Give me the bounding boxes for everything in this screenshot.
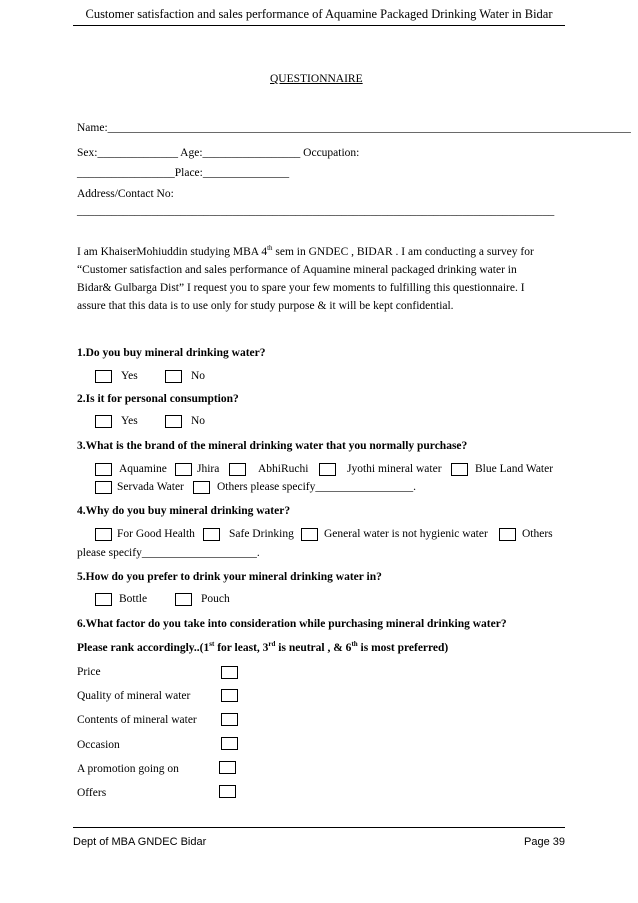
q3-servada-label: Servada Water xyxy=(117,481,184,493)
q3-others-checkbox[interactable] xyxy=(193,481,210,494)
q4-safe-drinking-checkbox[interactable] xyxy=(203,528,220,541)
q3-aquamine-label: Aquamine xyxy=(119,463,167,475)
q3-jhira-label: Jhira xyxy=(197,463,220,475)
q1-yes-label: Yes xyxy=(121,370,138,382)
q3-jhira-checkbox[interactable] xyxy=(175,463,192,476)
q3-servada-checkbox[interactable] xyxy=(95,481,112,494)
factor-quality-label: Quality of mineral water xyxy=(77,690,191,702)
factor-offers-label: Offers xyxy=(77,787,107,799)
factor-offers-rank-box[interactable] xyxy=(219,785,236,798)
sex-age-occupation-field[interactable]: Sex:______________ Age:_________________ Occupation: xyxy=(77,147,360,159)
intro-paragraph: I am KhaiserMohiuddin studying MBA 4th sem in GNDEC , BIDAR . I am conducting a survey for “Customer satisfaction and sales performance of Aquamine mineral packaged drinking water in Bidar& Gulbarga Dist” I request you to spare your few moments to fulfilling this questionnaire. I assure that this data is to use only for study purpose & it will be kept confidential. xyxy=(77,244,534,312)
q1-yes-checkbox[interactable] xyxy=(95,370,112,383)
question-2: 2.Is it for personal consumption? xyxy=(77,393,239,405)
q1-no-checkbox[interactable] xyxy=(165,370,182,383)
q4-specify-field[interactable]: please specify____________________. xyxy=(77,547,260,559)
q4-others-label: Others xyxy=(522,528,553,540)
q3-aquamine-checkbox[interactable] xyxy=(95,463,112,476)
question-6: 6.What factor do you take into consideration while purchasing mineral drinking water? xyxy=(77,618,507,630)
page-footer xyxy=(73,827,565,848)
q4-good-health-checkbox[interactable] xyxy=(95,528,112,541)
question-1: 1.Do you buy mineral drinking water? xyxy=(77,347,266,359)
q3-blue-land-label: Blue Land Water xyxy=(475,463,554,475)
q4-safe-drinking-label: Safe Drinking xyxy=(229,528,294,540)
q3-blue-land-checkbox[interactable] xyxy=(451,463,468,476)
name-field[interactable]: Name:___________________________________________________________________________________________ xyxy=(77,122,631,134)
q2-no-checkbox[interactable] xyxy=(165,415,182,428)
factor-promotion-rank-box[interactable] xyxy=(219,761,236,774)
q4-general-water-checkbox[interactable] xyxy=(301,528,318,541)
factor-contents-rank-box[interactable] xyxy=(221,713,238,726)
factor-contents-label: Contents of mineral water xyxy=(77,714,197,726)
factor-occasion-label: Occasion xyxy=(77,739,120,751)
factor-promotion-label: A promotion going on xyxy=(77,763,179,775)
footer-page-number: Page 39 xyxy=(524,836,565,848)
q3-jyothi-checkbox[interactable] xyxy=(319,463,336,476)
q5-pouch-label: Pouch xyxy=(201,593,230,605)
q1-no-label: No xyxy=(191,370,206,382)
question-4: 4.Why do you buy mineral drinking water? xyxy=(77,505,291,517)
q4-general-water-label: General water is not hygienic water xyxy=(324,528,488,540)
running-header: Customer satisfaction and sales performance of Aquamine Packaged Drinking Water in Bidar xyxy=(73,7,565,26)
footer-dept: Dept of MBA GNDEC Bidar xyxy=(73,836,207,848)
q5-pouch-checkbox[interactable] xyxy=(175,593,192,606)
q4-others-checkbox[interactable] xyxy=(499,528,516,541)
q2-no-label: No xyxy=(191,415,206,427)
factor-price-label: Price xyxy=(77,666,101,678)
rank-instruction: Please rank accordingly..(1st for least, 3rd is neutral , & 6th is most preferred) xyxy=(77,640,449,654)
doc-title: QUESTIONNAIRE xyxy=(270,73,363,85)
question-5: 5.How do you prefer to drink your mineral drinking water in? xyxy=(77,571,382,583)
q4-good-health-label: For Good Health xyxy=(117,528,195,540)
place-field[interactable]: _________________Place:_______________ xyxy=(77,167,290,179)
address-label: Address/Contact No: xyxy=(77,188,174,200)
q3-jyothi-label: Jyothi mineral water xyxy=(347,463,442,475)
factor-quality-rank-box[interactable] xyxy=(221,689,238,702)
q2-yes-checkbox[interactable] xyxy=(95,415,112,428)
address-field[interactable]: ___________________________________________________________________________________ xyxy=(77,205,555,217)
q3-others-label[interactable]: Others please specify_________________. xyxy=(217,481,416,493)
q5-bottle-checkbox[interactable] xyxy=(95,593,112,606)
question-3: 3.What is the brand of the mineral drinking water that you normally purchase? xyxy=(77,440,468,452)
q2-yes-label: Yes xyxy=(121,415,138,427)
q3-abhiruchi-checkbox[interactable] xyxy=(229,463,246,476)
factor-occasion-rank-box[interactable] xyxy=(221,737,238,750)
q5-bottle-label: Bottle xyxy=(119,593,148,605)
factor-price-rank-box[interactable] xyxy=(221,666,238,679)
q3-abhiruchi-label: AbhiRuchi xyxy=(258,463,309,475)
